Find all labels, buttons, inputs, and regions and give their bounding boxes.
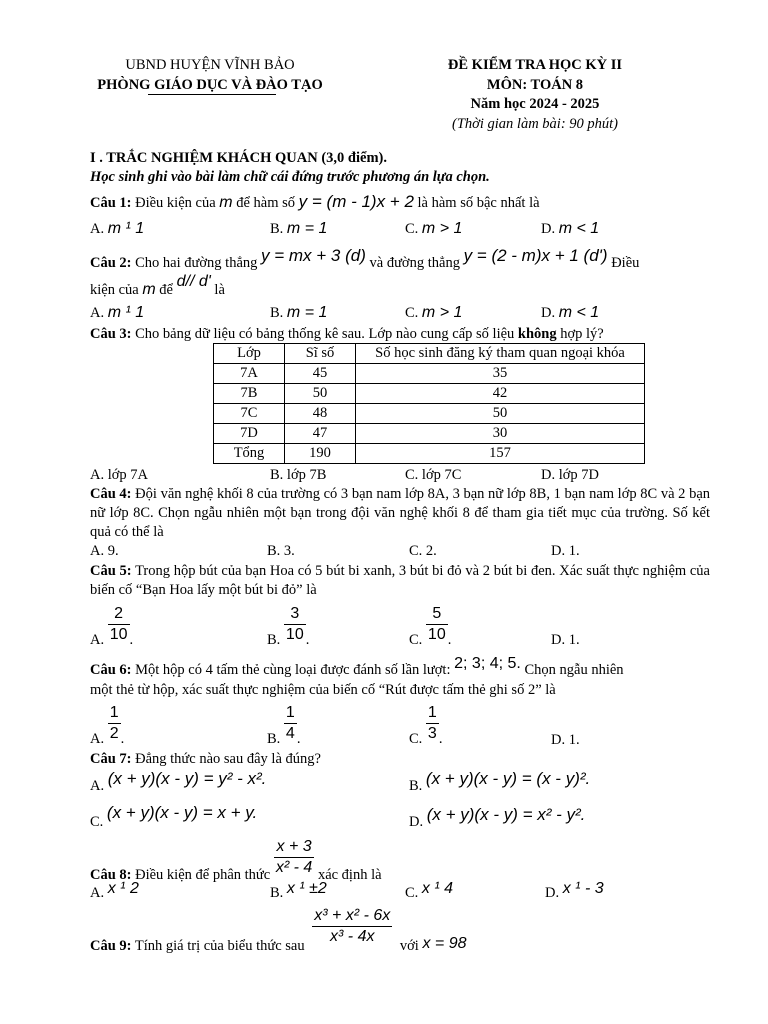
option-7a <box>90 769 267 795</box>
question-6-cont <box>90 681 556 699</box>
text-fragment: Điều <box>611 255 640 271</box>
text-fragment: với <box>399 937 419 954</box>
text-fragment: 3. <box>283 543 295 559</box>
text-fragment: m ¹ 1 <box>107 304 145 321</box>
option-6c <box>409 703 442 749</box>
text-fragment: m = 1 <box>286 220 328 237</box>
table-header-row <box>214 344 645 364</box>
option-8a <box>90 880 139 902</box>
text-fragment: 50 <box>285 384 356 404</box>
fraction <box>284 604 306 645</box>
text-fragment: D. <box>409 814 424 830</box>
text-fragment: A. <box>90 778 105 794</box>
text-fragment: C. <box>405 467 419 483</box>
option-4c <box>409 542 437 560</box>
text-fragment: B. <box>270 221 284 237</box>
text-fragment: Câu 7: <box>90 751 132 767</box>
question-7 <box>90 750 321 768</box>
text-fragment: Một hộp có 4 tấm thẻ cùng loại được đánh số lần lượt: <box>135 662 451 678</box>
text-fragment: m < 1 <box>558 220 600 237</box>
header-left-underline <box>148 94 276 95</box>
text-fragment: d// d' <box>176 273 211 290</box>
text-fragment: Trong hộp bút của bạn Hoa có 5 bút bi xanh, 3 bút bi đỏ và 2 bút bi đen. Xác suất thực nghiệm của biến cố “Bạn Hoa lấy một bút bi đỏ” là <box>90 563 710 598</box>
text-fragment: để <box>159 282 173 298</box>
text-fragment: 48 <box>285 404 356 424</box>
text-fragment: . <box>447 631 452 648</box>
option-2a <box>90 304 144 322</box>
fraction <box>274 837 314 878</box>
text-fragment: Đẳng thức nào sau đây là đúng? <box>135 751 321 767</box>
text-fragment: 7C <box>214 404 285 424</box>
text-fragment: D. <box>551 543 566 559</box>
option-8d <box>545 880 604 902</box>
option-3d <box>541 466 599 484</box>
option-7b <box>409 769 591 795</box>
text-fragment: D. <box>545 885 560 901</box>
text-fragment: m = 1 <box>286 304 328 321</box>
text-fragment: 1 <box>284 703 297 724</box>
option-6d <box>551 731 580 749</box>
text-fragment: 5 <box>426 604 448 625</box>
text-span <box>90 938 305 954</box>
option-3b <box>270 466 326 484</box>
text-fragment: x ¹ 2 <box>107 880 139 897</box>
text-fragment: x = 98 <box>422 934 467 952</box>
text-fragment: 1. <box>568 632 580 648</box>
header-right-line1: ĐỀ KIỂM TRA HỌC KỲ II <box>447 57 623 73</box>
text-fragment: (x + y)(x - y) = x + y. <box>106 803 258 822</box>
option-8c <box>405 880 454 902</box>
fraction <box>312 906 392 947</box>
text-fragment: không <box>517 326 557 342</box>
text-fragment: C. <box>90 814 104 830</box>
text-fragment: 47 <box>285 424 356 444</box>
text-fragment: Câu 3: <box>90 326 132 342</box>
text-fragment: 35 <box>356 364 645 384</box>
text-fragment: (x + y)(x - y) = x² - y². <box>426 805 586 824</box>
text-fragment: hợp lý? <box>560 326 604 342</box>
header-right-line4: (Thời gian làm bài: 90 phút) <box>451 116 619 132</box>
math-variable: m <box>219 194 233 211</box>
text-fragment: A. <box>90 730 105 747</box>
text-fragment: m < 1 <box>558 304 600 321</box>
question-8 <box>90 837 382 885</box>
text-fragment: B. <box>270 467 284 483</box>
text-fragment: Tổng <box>214 444 285 464</box>
table-row <box>214 364 645 384</box>
text-fragment: 9. <box>107 543 119 559</box>
option-1b <box>270 220 327 238</box>
text-fragment: lớp 7C <box>421 467 462 483</box>
question-2 <box>90 246 640 272</box>
text-fragment: 1 <box>108 703 121 724</box>
text-fragment: B. <box>267 730 281 747</box>
text-fragment: 2 <box>109 725 119 742</box>
question-4 <box>90 485 710 542</box>
question-text: để hàm số <box>236 195 296 211</box>
text-fragment: D. <box>551 632 566 648</box>
text-fragment: 10 <box>109 626 128 643</box>
text-fragment: 2; 3; 4; 5. <box>454 655 521 672</box>
text-fragment: Câu 6: <box>90 662 132 678</box>
text-fragment: x³ - 4x <box>330 928 375 945</box>
text-fragment: m ¹ 1 <box>107 220 145 237</box>
option-1a <box>90 220 144 238</box>
option-4b <box>267 542 295 560</box>
text-fragment: m > 1 <box>421 220 463 237</box>
option-1c <box>405 220 462 238</box>
text-fragment: 30 <box>356 424 645 444</box>
text-fragment: kiện của <box>90 282 139 298</box>
text-fragment: 7B <box>214 384 285 404</box>
text-fragment: là <box>214 282 225 298</box>
text-fragment: xác định là <box>317 866 382 883</box>
text-fragment: D. <box>541 305 556 321</box>
math-line2: y = (2 - m)x + 1 (d') <box>463 246 608 265</box>
text-fragment: 190 <box>285 444 356 464</box>
text-fragment: C. <box>409 730 423 747</box>
question-6 <box>90 655 624 679</box>
option-2d <box>541 304 599 322</box>
text-fragment: một thẻ từ hộp, xác suất thực nghiệm của biến cố “Rút được tấm thẻ ghi số 2” là <box>90 682 556 698</box>
fraction <box>426 604 448 645</box>
fraction <box>426 703 439 744</box>
option-2c <box>405 304 462 322</box>
text-fragment: B. <box>270 305 284 321</box>
text-fragment: lớp 7B <box>286 467 327 483</box>
text-fragment: D. <box>541 467 556 483</box>
table-row <box>214 424 645 444</box>
option-6a <box>90 703 124 749</box>
text-fragment: Câu 8: <box>90 866 132 883</box>
text-fragment: 3 <box>284 604 306 625</box>
option-5d <box>551 631 580 649</box>
fraction <box>284 703 297 744</box>
section-title: I . TRẮC NGHIỆM KHÁCH QUAN (3,0 điểm). <box>90 150 387 166</box>
text-fragment: A. <box>90 221 105 237</box>
option-5a <box>90 604 133 650</box>
text-fragment: C. <box>409 543 423 559</box>
text-fragment: B. <box>267 543 281 559</box>
text-fragment: B. <box>270 885 284 901</box>
text-fragment: . <box>129 631 134 648</box>
text-fragment: x + 3 <box>274 837 314 858</box>
text-fragment: A. <box>90 305 105 321</box>
section-instruction: Học sinh ghi vào bài làm chữ cái đứng trước phương án lựa chọn. <box>90 169 490 185</box>
table-header: Sĩ số <box>285 344 356 364</box>
text-fragment: 157 <box>356 444 645 464</box>
text-fragment: . <box>438 730 443 747</box>
option-7c <box>90 803 258 831</box>
question-5 <box>90 562 710 600</box>
table-row <box>214 444 645 464</box>
text-fragment: x ¹ - 3 <box>562 880 604 897</box>
text-fragment: Điều kiện để phân thức <box>135 866 271 883</box>
text-fragment: 1. <box>568 543 580 559</box>
text-fragment: 45 <box>285 364 356 384</box>
text-fragment: 1. <box>568 732 580 748</box>
text-fragment: 10 <box>427 626 446 643</box>
text-fragment: D. <box>551 732 566 748</box>
text-fragment: Câu 9: <box>90 937 132 954</box>
option-4a <box>90 542 119 560</box>
table-header: Lớp <box>214 344 285 364</box>
question-2-cont <box>90 273 225 299</box>
header-left-line2: PHÒNG GIÁO DỤC VÀ ĐÀO TẠO <box>97 77 323 93</box>
text-fragment: C. <box>405 885 419 901</box>
text-fragment: x² - 4 <box>275 859 313 876</box>
text-fragment: Cho hai đường thẳng <box>135 255 258 271</box>
text-fragment: B. <box>409 778 423 794</box>
fraction <box>108 604 130 645</box>
option-8b <box>270 880 327 902</box>
question-label: Câu 1: <box>90 195 132 211</box>
question-3 <box>90 325 604 343</box>
option-6b <box>267 703 300 749</box>
text-fragment: Đội văn nghệ khối 8 của trường có 3 bạn nam lớp 8A, 3 bạn nữ lớp 8B, 1 bạn nam lớp 8C và 2 bạn nữ lớp 8C. Chọn ngẫu nhiên một bạn trong đội văn nghệ khối 8 để tham gia tiết mục của trường. Số kết quả có thể là <box>90 486 710 540</box>
text-fragment: 10 <box>285 626 304 643</box>
text-fragment: B. <box>267 631 281 648</box>
question-text: Điều kiện của <box>135 195 216 211</box>
fraction <box>108 703 121 744</box>
header-left-line1: UBND HUYỆN VĨNH BẢO <box>125 57 295 73</box>
text-fragment: . <box>305 631 310 648</box>
text-fragment: C. <box>409 631 423 648</box>
question-1 <box>90 193 540 212</box>
text-fragment: . <box>296 730 301 747</box>
table-row <box>214 404 645 424</box>
option-4d <box>551 542 580 560</box>
header-right-line2: MÔN: TOÁN 8 <box>486 77 584 93</box>
text-fragment: Câu 5: <box>90 563 132 579</box>
question-text: là hàm số bậc nhất là <box>417 195 540 211</box>
text-fragment: (x + y)(x - y) = (x - y)². <box>425 769 591 788</box>
text-fragment: C. <box>405 305 419 321</box>
stats-table <box>213 343 645 464</box>
text-fragment: 3 <box>427 725 437 742</box>
text-fragment: A. <box>90 543 105 559</box>
question-9 <box>90 906 466 956</box>
option-3c <box>405 466 461 484</box>
header-right-line3: Năm học 2024 - 2025 <box>470 96 600 112</box>
text-fragment: 42 <box>356 384 645 404</box>
text-fragment: Câu 4: <box>90 486 132 502</box>
option-5c <box>409 604 451 650</box>
text-fragment: 7D <box>214 424 285 444</box>
text-fragment: x ¹ ±2 <box>286 880 327 897</box>
option-5b <box>267 604 309 650</box>
text-fragment: lớp 7A <box>107 467 149 483</box>
text-fragment: x ¹ 4 <box>421 880 454 897</box>
text-fragment: x³ + x² - 6x <box>312 906 392 927</box>
text-fragment: m > 1 <box>421 304 463 321</box>
text-fragment: A. <box>90 885 105 901</box>
text-fragment: 50 <box>356 404 645 424</box>
text-fragment: 1 <box>426 703 439 724</box>
text-fragment: Chọn ngẫu nhiên <box>524 662 624 678</box>
text-fragment: 2. <box>425 543 437 559</box>
math-formula: y = (m - 1)x + 2 <box>298 192 414 211</box>
text-fragment: C. <box>405 221 419 237</box>
text-fragment: (x + y)(x - y) = y² - x². <box>107 769 267 788</box>
text-fragment: Câu 2: <box>90 255 132 271</box>
text-fragment: 4 <box>285 725 295 742</box>
text-fragment: và đường thẳng <box>369 255 460 271</box>
text-fragment: m <box>142 281 156 298</box>
table-row <box>214 384 645 404</box>
option-3a <box>90 466 148 484</box>
text-fragment: Cho bảng dữ liệu có bảng thống kê sau. Lớp nào cung cấp số liệu <box>135 326 515 342</box>
option-2b <box>270 304 327 322</box>
text-fragment: 7A <box>214 364 285 384</box>
math-line1: y = mx + 3 (d) <box>261 246 366 265</box>
text-fragment: D. <box>541 221 556 237</box>
option-1d <box>541 220 599 238</box>
text-fragment: A. <box>90 467 105 483</box>
table-header: Số học sinh đăng ký tham quan ngoại khóa <box>356 344 645 364</box>
text-fragment: 2 <box>108 604 130 625</box>
option-7d <box>409 805 586 831</box>
text-fragment: A. <box>90 631 105 648</box>
text-fragment: Tính giá trị của biểu thức sau <box>134 937 305 954</box>
text-fragment: lớp 7D <box>558 467 600 483</box>
text-fragment: . <box>120 730 125 747</box>
